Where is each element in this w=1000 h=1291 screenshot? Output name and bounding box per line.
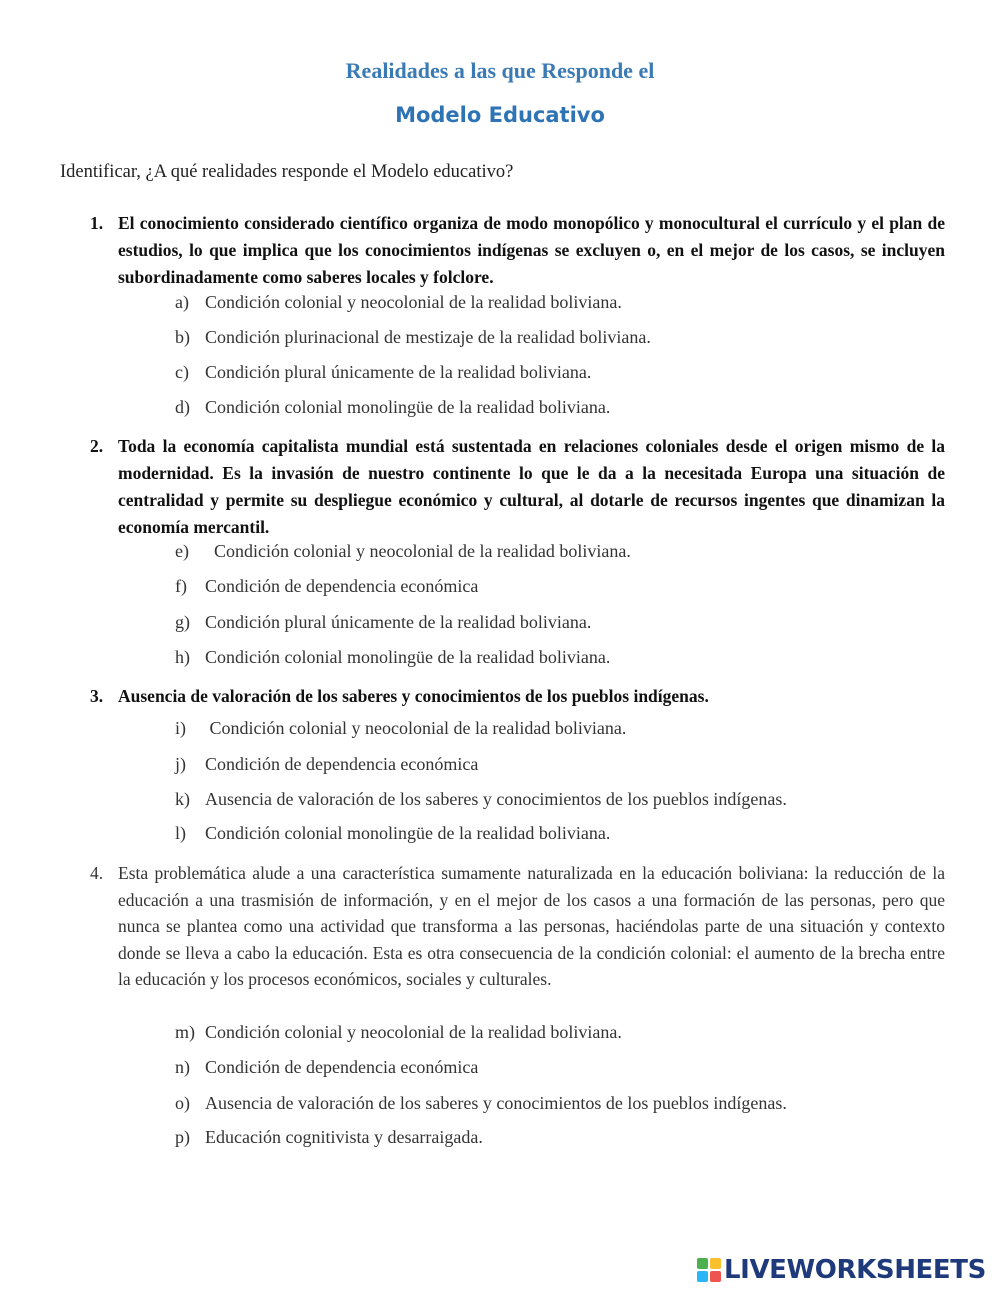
option-letter: b) bbox=[175, 327, 190, 347]
option-n[interactable] bbox=[175, 1057, 478, 1078]
option-letter: c) bbox=[175, 362, 189, 382]
question-2 bbox=[90, 433, 945, 541]
question-text: Ausencia de valoración de los saberes y conocimientos de los pueblos indígenas. bbox=[118, 686, 709, 706]
option-text: Condición colonial monolingüe de la realidad boliviana. bbox=[205, 397, 611, 417]
option-text: Condición colonial monolingüe de la realidad boliviana. bbox=[205, 823, 611, 843]
question-number: 1. bbox=[90, 213, 104, 233]
question-number: 2. bbox=[90, 436, 104, 456]
option-letter: o) bbox=[175, 1093, 190, 1113]
title-line-2: Modelo Educativo bbox=[395, 103, 605, 127]
option-letter: d) bbox=[175, 397, 190, 417]
logo-square-red bbox=[710, 1271, 721, 1282]
option-letter: g) bbox=[175, 612, 190, 632]
logo-square-yellow bbox=[710, 1258, 721, 1269]
option-j[interactable] bbox=[175, 754, 478, 775]
question-text: Esta problemática alude a una característica sumamente naturalizada en la educación boliviana: la reducción de la educación a una trasmisión de información, y en el mejor de los casos a una formación de las personas, pero que nunca se plantea como una actividad que transforma a las personas, haciéndolas parte de una situación y contexto donde se lleva a cabo la educación. Esta es otra consecuencia de la condición colonial: el aumento de la brecha entre la educación y los procesos económicos, sociales y culturales. bbox=[118, 863, 945, 989]
question-3 bbox=[90, 683, 945, 710]
title-line-1: Realidades a las que Responde el bbox=[345, 58, 655, 83]
question-number: 4. bbox=[90, 863, 104, 883]
logo-square-green bbox=[697, 1258, 708, 1269]
option-text: Ausencia de valoración de los saberes y conocimientos de los pueblos indígenas. bbox=[205, 789, 787, 809]
option-text: Condición colonial monolingüe de la realidad boliviana. bbox=[205, 647, 611, 667]
option-h[interactable] bbox=[175, 647, 610, 668]
option-letter: m) bbox=[175, 1022, 195, 1042]
question-1 bbox=[90, 210, 945, 291]
option-text: Condición de dependencia económica bbox=[205, 576, 479, 596]
logo-text: LIVEWORKSHEETS bbox=[724, 1255, 986, 1285]
logo-squares-icon bbox=[697, 1258, 721, 1282]
option-text: Condición plurinacional de mestizaje de la realidad boliviana. bbox=[205, 327, 651, 347]
option-m[interactable] bbox=[175, 1022, 622, 1043]
option-text: Condición plural únicamente de la realidad boliviana. bbox=[205, 362, 592, 382]
option-letter: e) bbox=[175, 541, 189, 561]
option-a[interactable] bbox=[175, 292, 622, 313]
option-text: Condición colonial y neocolonial de la realidad boliviana. bbox=[205, 292, 622, 312]
question-4 bbox=[90, 860, 945, 993]
option-b[interactable] bbox=[175, 327, 651, 348]
option-text: Condición colonial y neocolonial de la realidad boliviana. bbox=[205, 541, 631, 561]
option-g[interactable] bbox=[175, 612, 591, 633]
option-e[interactable] bbox=[175, 541, 631, 562]
instruction-text: Identificar, ¿A qué realidades responde el Modelo educativo? bbox=[60, 162, 514, 182]
question-number: 3. bbox=[90, 686, 104, 706]
option-letter: h) bbox=[175, 647, 190, 667]
question-text: Toda la economía capitalista mundial está sustentada en relaciones coloniales desde el origen mismo de la modernidad. Es la invasión de nuestro continente lo que le da a la necesitada Europa una situación de centralidad y permite su despliegue económico y cultural, al dotarle de recursos ingentes que dinamizan la economía mercantil. bbox=[118, 436, 945, 537]
option-letter: f) bbox=[175, 576, 187, 596]
option-letter: p) bbox=[175, 1127, 190, 1147]
option-letter: j) bbox=[175, 754, 186, 774]
option-i[interactable] bbox=[175, 718, 626, 739]
logo-square-blue bbox=[697, 1271, 708, 1282]
option-text: Condición de dependencia económica bbox=[205, 1057, 479, 1077]
option-text: Condición colonial y neocolonial de la realidad boliviana. bbox=[205, 718, 627, 738]
option-text: Condición colonial y neocolonial de la realidad boliviana. bbox=[205, 1022, 622, 1042]
option-text: Educación cognitivista y desarraigada. bbox=[205, 1127, 483, 1147]
question-text: El conocimiento considerado científico organiza de modo monopólico y monocultural el currículo y el plan de estudios, lo que implica que los conocimientos indígenas se excluyen o, en el mejor de los casos, se incluyen subordinadamente como saberes locales y folclore. bbox=[118, 213, 945, 287]
option-c[interactable] bbox=[175, 362, 591, 383]
option-f[interactable] bbox=[175, 576, 478, 597]
option-o[interactable] bbox=[175, 1093, 787, 1114]
option-text: Condición plural únicamente de la realidad boliviana. bbox=[205, 612, 592, 632]
option-k[interactable] bbox=[175, 789, 787, 810]
option-text: Ausencia de valoración de los saberes y conocimientos de los pueblos indígenas. bbox=[205, 1093, 787, 1113]
option-letter: i) bbox=[175, 718, 186, 738]
option-letter: l) bbox=[175, 823, 186, 843]
option-p[interactable] bbox=[175, 1127, 483, 1148]
option-d[interactable] bbox=[175, 397, 610, 418]
liveworksheets-logo bbox=[697, 1253, 986, 1287]
option-letter: n) bbox=[175, 1057, 190, 1077]
option-letter: k) bbox=[175, 789, 190, 809]
option-text: Condición de dependencia económica bbox=[205, 754, 479, 774]
option-letter: a) bbox=[175, 292, 189, 312]
option-l[interactable] bbox=[175, 823, 610, 844]
